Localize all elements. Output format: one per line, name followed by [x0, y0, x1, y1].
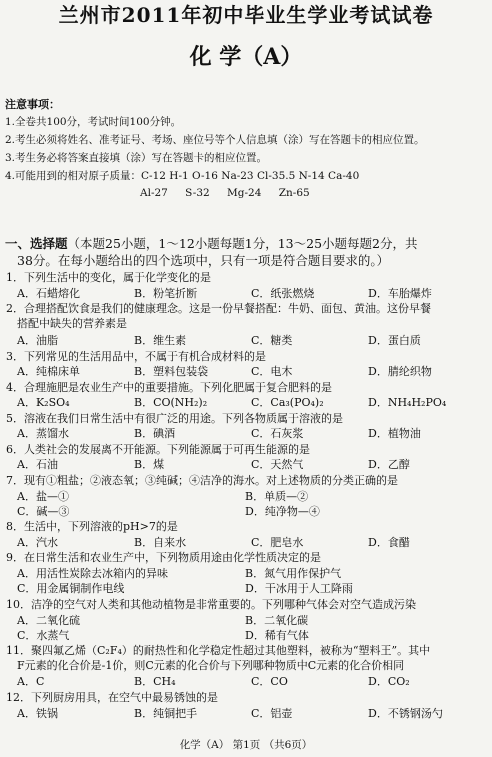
option-c: C．用金属铜制作电线 — [17, 582, 125, 595]
question-options — [17, 333, 487, 348]
note-4: 4.可能用到的相对原子质量：C-12 H-1 O-16 Na-23 Cl-35.5 N-14 Ca-40 — [5, 170, 360, 182]
option-a: A．蒸馏水 — [17, 427, 69, 440]
question-options — [17, 581, 487, 596]
section-title: 一、选择题 — [5, 236, 68, 251]
option-d: D．NH₄H₂PO₄ — [368, 396, 447, 409]
page-footer: 化学（A） 第1页 （共6页） — [179, 739, 313, 751]
question-stem: 4．合理施肥是农业生产中的重要措施。下列化肥属于复合肥料的是 — [6, 381, 332, 394]
question-stem: 6．人类社会的发展离不开能源。下列能源属于可再生能源的是 — [6, 443, 310, 456]
option-c: C．铝壶 — [251, 707, 293, 720]
option-c: C．纸张燃烧 — [251, 287, 315, 300]
option-d: D．蛋白质 — [368, 334, 421, 347]
option-a: A．K₂SO₄ — [17, 396, 70, 409]
option-b: B．CH₄ — [134, 675, 176, 688]
option-d: D．CO₂ — [368, 675, 410, 688]
question-2 — [6, 301, 490, 331]
option-a: A．石蜡熔化 — [17, 287, 80, 300]
option-b: B．氮气用作保护气 — [245, 567, 342, 580]
question-options — [17, 457, 487, 472]
question-stem: 1．下列生活中的变化，属于化学变化的是 — [6, 271, 211, 284]
question-1 — [6, 270, 490, 285]
notes-heading: 注意事项： — [5, 98, 60, 111]
option-b: B．单质—② — [245, 490, 309, 503]
option-c: C．天然气 — [251, 458, 304, 471]
atom-masses-line2: Al-27 S-32 Mg-24 Zn-65 — [140, 187, 310, 199]
option-a: A．石油 — [17, 458, 58, 471]
option-b: B．二氧化碳 — [245, 614, 309, 627]
option-d: D．干冰用于人工降雨 — [245, 582, 353, 595]
question-stem: 3．下列常见的生活用品中，不属于有机合成材料的是 — [6, 350, 266, 363]
option-a: A．二氧化硫 — [17, 614, 80, 627]
question-12 — [6, 690, 490, 705]
option-a: A．纯棉床单 — [17, 365, 80, 378]
question-options — [17, 674, 487, 689]
option-a: A．铁锅 — [17, 707, 58, 720]
question-options — [17, 535, 487, 550]
option-d: D．乙醇 — [368, 458, 410, 471]
option-b: B．自来水 — [134, 536, 187, 549]
question-options — [17, 613, 487, 628]
question-options — [17, 628, 487, 643]
question-stem-continued: 搭配中缺失的营养素是 — [17, 317, 127, 330]
question-options — [17, 364, 487, 379]
question-options — [17, 504, 487, 519]
option-b: B．碘酒 — [134, 427, 176, 440]
option-b: B．粉笔折断 — [134, 287, 198, 300]
question-stem: 7．现有①粗盐；②液态氧；③纯碱；④洁净的海水。对上述物质的分类正确的是 — [6, 474, 398, 487]
section-instructions-1: （本题25小题，1～12小题每题1分，13～25小题每题2分，共 — [67, 236, 418, 251]
option-c: C．碱—③ — [17, 505, 70, 518]
option-c: C．水蒸气 — [17, 629, 70, 642]
question-options — [17, 286, 487, 301]
question-11 — [6, 643, 490, 673]
question-options — [17, 426, 487, 441]
question-10 — [6, 597, 490, 612]
note-2: 2.考生必须将姓名、准考证号、考场、座位号等个人信息填（涂）写在答题卡的相应位置。 — [5, 134, 425, 146]
option-a: A．盐—① — [17, 490, 69, 503]
exam-title: 兰州市2011年初中毕业生学业考试试卷 — [58, 3, 434, 27]
question-5 — [6, 411, 490, 426]
option-b: B．CO(NH₂)₂ — [134, 396, 208, 409]
option-b: B．塑料包装袋 — [134, 365, 209, 378]
question-stem: 5．溶液在我们日常生活中有很广泛的用途。下列各物质属于溶液的是 — [6, 412, 343, 425]
question-9 — [6, 550, 490, 565]
option-d: D．不锈钢汤勺 — [368, 707, 443, 720]
question-4 — [6, 380, 490, 395]
option-a: A．C — [17, 675, 45, 688]
option-b: B．煤 — [134, 458, 165, 471]
question-stem: 2．合理搭配饮食是我们的健康理念。这是一份早餐搭配：牛奶、面包、黄油。这份早餐 — [6, 302, 431, 315]
option-c: C．肥皂水 — [251, 536, 304, 549]
option-d: D．植物油 — [368, 427, 421, 440]
question-3 — [6, 349, 490, 364]
section-instructions-2: 38分。在每小题给出的四个选项中，只有一项是符合题目要求的。） — [17, 253, 390, 268]
option-a: A．油脂 — [17, 334, 58, 347]
question-options — [17, 489, 487, 504]
option-c: C．电木 — [251, 365, 293, 378]
option-c: C．CO — [251, 675, 288, 688]
option-d: D．车胎爆炸 — [368, 287, 432, 300]
option-a: A．用活性炭除去冰箱内的异味 — [17, 567, 168, 580]
question-7 — [6, 473, 490, 488]
question-options — [17, 395, 487, 410]
subject-title: 化 学（A） — [189, 44, 303, 70]
option-a: A．汽水 — [17, 536, 58, 549]
question-stem: 8．生活中，下列溶液的pH>7的是 — [6, 520, 178, 533]
question-stem: 11．聚四氟乙烯（C₂F₄）的耐热性和化学稳定性超过其他塑料，被称为“塑料王”。其中 — [6, 644, 431, 657]
option-b: B．纯铜把手 — [134, 707, 198, 720]
option-d: D．纯净物—④ — [245, 505, 320, 518]
option-d: D．稀有气体 — [245, 629, 309, 642]
option-c: C．Ca₃(PO₄)₂ — [251, 396, 324, 409]
option-d: D．腈纶织物 — [368, 365, 432, 378]
question-options — [17, 706, 487, 721]
option-c: C．石灰浆 — [251, 427, 304, 440]
option-c: C．糖类 — [251, 334, 293, 347]
section-heading — [5, 235, 490, 269]
option-d: D．食醋 — [368, 536, 410, 549]
question-8 — [6, 519, 490, 534]
question-stem: 9．在日常生活和农业生产中，下列物质用途由化学性质决定的是 — [6, 551, 321, 564]
question-6 — [6, 442, 490, 457]
option-b: B．维生素 — [134, 334, 187, 347]
question-stem: 12．下列厨房用具，在空气中最易锈蚀的是 — [6, 691, 218, 704]
question-stem-continued: F元素的化合价是-1价，则C元素的化合价与下列哪种物质中C元素的化合价相同 — [17, 659, 405, 672]
question-stem: 10．洁净的空气对人类和其他动植物是非常重要的。下列哪种气体会对空气造成污染 — [6, 598, 416, 611]
question-options — [17, 566, 487, 581]
note-1: 1.全卷共100分，考试时间100分钟。 — [5, 116, 182, 128]
note-3: 3.考生务必将答案直接填（涂）写在答题卡的相应位置。 — [5, 152, 268, 164]
